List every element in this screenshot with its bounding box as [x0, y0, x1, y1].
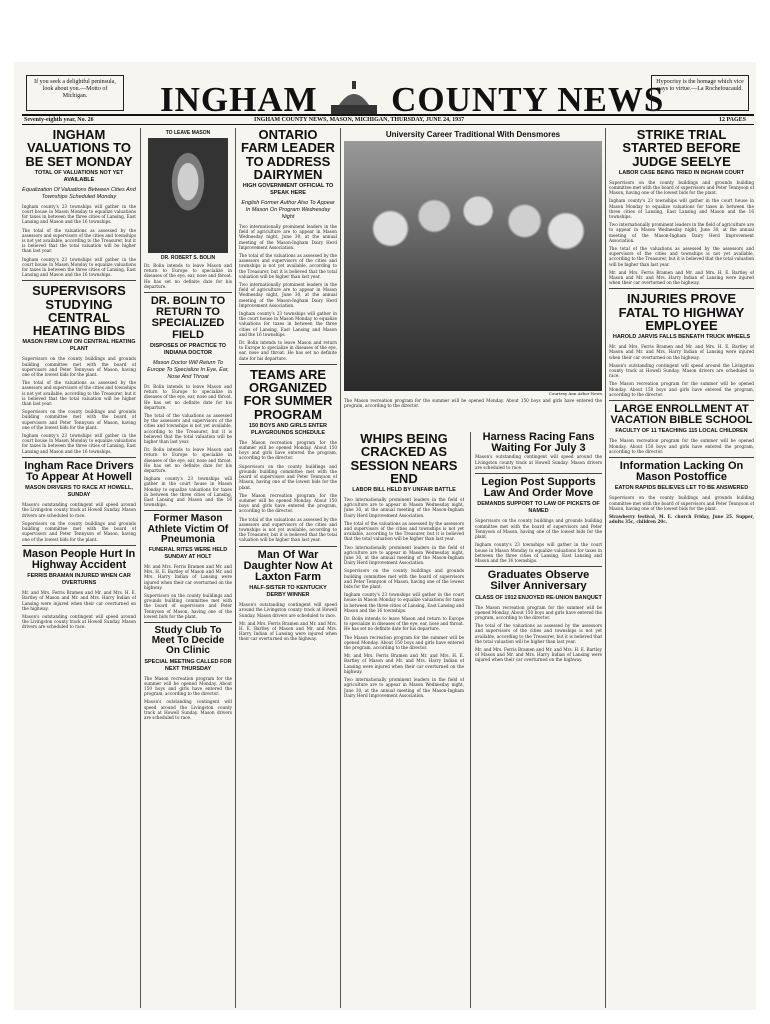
divider	[609, 400, 754, 401]
body-text: Mason's outstanding contingent will speed around the Livingston county track at Howell Sunday. Mason drivers are scheduled to race.	[144, 699, 232, 720]
body-text: The Mason recreation program for the summer will be opened Monday. About 150 boys and girls have entered the program, according to the director.	[144, 675, 232, 697]
body-text: The Mason recreation program for the summer will be opened Monday. About 150 boys and girls have entered the program, according to the director.	[475, 604, 602, 620]
body-text: The Mason recreation program for the summer will be opened Monday. About 150 boys and girls have entered the program, according to the director.	[609, 438, 754, 454]
deck-teams: 150 BOYS AND GIRLS ENTER PLAYGROUNDS SCHEDULE	[248, 422, 328, 436]
body-text: Mason's outstanding contingent will speed around the Livingston county track at Howell Sunday. Mason drivers are scheduled to race.	[22, 502, 136, 518]
group-photo	[344, 141, 602, 391]
body-text: Mr. and Mrs. Ferris Bramen and Mr. and Mrs. H. E. Bartley of Mason and Mr. and Mrs. Harry Indian of Lansing were injured when their car overturned on the highway.	[609, 344, 754, 360]
body-text: Supervisors on the county buildings and grounds building committee met with the board of supervisors and Peter Tennyson of Mason, having one of the lowest bids for the plant.	[22, 409, 136, 430]
body-text: Two internationally prominent leaders in the field of agriculture are to appear in Mason Wednesday night, June 30, at the annual meeting of the Mason-Ingham Dairy Herd Improvement Association.	[239, 224, 337, 250]
divider	[609, 288, 754, 289]
divider	[239, 546, 337, 547]
masthead-word-3: NEWS	[557, 80, 665, 119]
body-text: Mason's outstanding contingent will speed around the Livingston county track at Howell Sunday. Mason drivers are scheduled to race.	[239, 602, 337, 618]
body-text: Mason's outstanding contingent will speed around the Livingston county track at Howell Sunday. Mason drivers are scheduled to race.	[22, 613, 136, 630]
divider	[22, 457, 136, 458]
body-text: The Mason recreation program for the summer will be opened Monday. About 150 boys and girls have entered the program, according to the director.	[239, 492, 337, 514]
body-text: The total of the valuations as assessed by the assessors and supervisors of the cities and townships is not yet available, according to the Treasurer, but it is believed that the total valuation will be higher than last year.	[344, 520, 464, 542]
deck-supervisors: MASON FIRM LOW ON CENTRAL HEATING PLANT	[22, 339, 136, 353]
body-text: Supervisors on the county buildings and grounds building committee met with the board of supervisors and Peter Tennyson of Mason, having one of the lowest bids for the plant.	[344, 568, 464, 590]
body-text: Mason's outstanding contingent will speed around the Livingston county track at Howell Sunday. Mason drivers are scheduled to race.	[609, 362, 754, 379]
body-text: Supervisors on the county buildings and grounds building committee met with the board of supervisors and Peter Tennyson of Mason, having one of the lowest bids for the plant.	[475, 518, 602, 540]
column-rule	[235, 128, 236, 1008]
divider	[475, 566, 602, 567]
ear-left: If you seek a delightful peninsula, look about you.—Motto of Michigan.	[26, 75, 124, 111]
body-text: The total of the valuations as assessed by the assessors and supervisors of the cities and townships is not yet available, according to the Treasurer, but it is believed that the total valuation will be higher than last year.	[239, 253, 337, 279]
column-4	[344, 432, 464, 1008]
headline-accident: Mason People Hurt In Highway Accident	[22, 547, 136, 571]
divider	[144, 510, 232, 511]
column-1	[22, 128, 136, 1008]
deck-farm-leader: HIGH GOVERNMENT OFFICIAL TO SPEAK HERE	[242, 183, 334, 196]
body-text: Dr. Bolin intends to leave Mason and return to Europe to specialize in diseases of the eye, ear, nose and throat. He has set no definite date for his departure.	[144, 263, 232, 289]
body-text: Mr. and Mrs. Ferris Bramen and Mr. and Mrs. H. E. Bartley of Mason and Mr. and Mrs. Harry Indian of Lansing were injured when their car overturned on the highway.	[475, 646, 602, 663]
body-text: The total of the valuations as assessed by the assessors and supervisors of the cities and townships is not yet available, according to the Treasurer, but it is believed that the total valuation will be higher than last year.	[144, 412, 232, 444]
deck-study-club: SPECIAL MEETING CALLED FOR NEXT THURSDAY	[144, 658, 232, 672]
body-text: Ingham county's 23 townships will gather in the court house in Mason Monday to equalize valuations for taxes in between the three cities of Lansing, East Lansing and Mason and the 16 townships.	[344, 592, 464, 613]
deck-legion: DEMANDS SUPPORT TO LAW OF PICKETS OF NAMED	[477, 501, 600, 515]
body-text: Ingham county's 23 townships will gather in the court house in Mason Monday to equalize valuations for taxes in between the three cities of Lansing, East Lansing and Mason and the 16 townships.	[22, 256, 136, 278]
deck-bible-school: FACULTY OF 11 TEACHING 115 LOCAL CHILDREN	[615, 428, 748, 435]
divider	[239, 364, 337, 365]
body-text: Mason's outstanding contingent will speed around the Livingston county track at Howell Sunday. Mason drivers are scheduled to race.	[475, 454, 602, 470]
body-text: Supervisors on the county buildings and grounds building committee met with the board of supervisors and Peter Tennyson of Mason, having one of the lowest bids for the plant.	[609, 179, 754, 196]
body-text: Two internationally prominent leaders in the field of agriculture are to appear in Mason Wednesday night, June 30, at the annual meeting of the Mason-Ingham Dairy Herd Improvement Association.	[344, 677, 464, 698]
body-text: Dr. Bolin intends to leave Mason and return to Europe to specialize in diseases of the eye, ear, nose and throat. He has set no definite date for his departure.	[144, 447, 232, 473]
column-rule	[140, 128, 141, 1008]
body-text: Ingham county's 23 townships will gather in the court house in Mason Monday to equalize valuations for taxes in between the three cities of Lansing, East Lansing and Mason and the 16 townships.	[239, 311, 337, 337]
body-text: Ingham county's 23 townships will gather in the court house in Mason Monday to equalize valuations for taxes in between the three cities of Lansing, East Lansing and Mason and the 16 townships.	[609, 198, 754, 219]
column-rule	[340, 128, 341, 1008]
ear-right: Hypocrisy is the homage which vice pays to virtue.—La Rochefoucauld.	[651, 75, 749, 111]
subdeck-valuations: Equalization Of Valuations Between Cities And Townships Scheduled Monday	[22, 186, 136, 200]
divider	[144, 622, 232, 623]
photo-caption-text: The Mason recreation program for the summer will be opened Monday. About 150 boys and girls have entered the program, according to the director.	[344, 398, 602, 409]
body-text: The Mason recreation program for the summer will be opened Monday. About 150 boys and girls have entered the program, according to the director.	[239, 439, 337, 461]
deck-information: EATON RAPIDS BELIEVES LET TO BE ANSWERED	[614, 485, 749, 492]
photo-credit: Courtesy Ann Arbor News	[548, 391, 602, 396]
body-text: The total of the valuations as assessed by the assessors and supervisors of the cities and townships is not yet available, according to the Treasurer, but it is believed that the total valuation will be higher than last year.	[609, 245, 754, 267]
body-text: Two internationally prominent leaders in the field of agriculture are to appear in Mason Wednesday night, June 30, at the annual meeting of the Mason-Ingham Dairy Herd Improvement Association.	[344, 497, 464, 518]
headline-bolin: DR. BOLIN TO RETURN TO SPECIALIZED FIELD	[150, 295, 226, 341]
body-text: Ingham county's 23 townships will gather in the court house in Mason Monday to equalize valuations for taxes in between the three cities of Lansing, East Lansing and Mason and the 16 townships.	[22, 433, 136, 454]
body-text: Mr. and Mrs. Ferris Bramen and Mr. and Mrs. H. E. Bartley of Mason and Mr. and Mrs. Harry Indian of Lansing were injured when their car overturned on the highway.	[22, 590, 136, 611]
photo-caption-bolin: DR. ROBERT S. BOLIN	[160, 255, 216, 261]
body-text: Supervisors on the county buildings and grounds building committee met with the board of supervisors and Peter Tennyson of Mason, having one of the lowest bids for the plant.	[144, 592, 232, 619]
deck-race-drivers: MASON DRIVERS TO RACE AT HOWELL, SUNDAY	[25, 485, 133, 499]
masthead-word-2: COUNTY	[391, 80, 548, 119]
divider	[475, 473, 602, 474]
body-text: Two internationally prominent leaders in the field of agriculture are to appear in Mason Wednesday night, June 30, at the annual meeting of the Mason-Ingham Dairy Herd Improvement Association.	[239, 282, 337, 308]
photo-block	[344, 128, 602, 418]
capitol-dome-icon	[327, 81, 381, 115]
headline-study-club: Study Club To Meet To Decide On Clinic	[151, 624, 225, 657]
headline-strike: STRIKE TRIAL STARTED BEFORE JUDGE SEELYE	[622, 128, 741, 169]
body-text: Supervisors on the county buildings and grounds building committee met with the board of supervisors and Peter Tennyson of Mason, having one of the lowest bids for the plant.	[22, 520, 136, 542]
masthead-word-1: INGHAM	[160, 80, 318, 119]
divider	[22, 545, 136, 546]
body-text: Supervisors on the county buildings and grounds building committee met with the board of supervisors and Peter Tennyson of Mason, having one of the lowest bids for the plant.	[609, 495, 754, 511]
dateline: INGHAM COUNTY NEWS, MASON, MICHIGAN, THURSDAY, JUNE 24, 1937	[254, 117, 465, 123]
body-text: The total of the valuations as assessed by the assessors and supervisors of the cities and townships is not yet available, according to the Treasurer, but it is believed that the total valuation will be higher than last year.	[22, 380, 136, 407]
headline-injuries: INJURIES PROVE FATAL TO HIGHWAY EMPLOYEE	[618, 291, 745, 333]
deck-graduates: CLASS OF 1912 ENJOYED RE-UNION BANQUET	[475, 594, 602, 601]
deck-bolin: DISPOSES OF PRACTICE TO INDIANA DOCTOR	[150, 342, 226, 356]
body-text: Mr. and Mrs. Ferris Bramen and Mr. and Mrs. H. E. Bartley of Mason and Mr. and Mrs. Harry Indian of Lansing were injured when their car overturned on the highway.	[144, 563, 232, 590]
body-text: Supervisors on the county buildings and grounds building committee met with the board of supervisors and Peter Tennyson of Mason, having one of the lowest bids for the plant.	[22, 356, 136, 377]
body-text: The Mason recreation program for the summer will be opened Monday. About 150 boys and girls have entered the program, according to the director.	[344, 634, 464, 651]
headline-information: Information Lacking On Mason Postoffice	[619, 460, 744, 484]
dateline-strip	[22, 114, 754, 125]
column-rule	[605, 128, 606, 1008]
body-text: Mr. and Mrs. Ferris Bramen and Mr. and Mrs. H. E. Bartley of Mason and Mr. and Mrs. Harry Indian of Lansing were injured when their car overturned on the highway.	[609, 269, 754, 286]
column-2	[144, 128, 232, 1008]
body-text: Dr. Bolin intends to leave Mason and return to Europe to specialize in diseases of the eye, ear, nose and throat. He has set no definite date for his departure.	[144, 383, 232, 410]
headline-farm-leader: ONTARIO FARM LEADER TO ADDRESS DAIRYMEN	[241, 128, 335, 182]
headline-legion: Legion Post Supports Law And Order Move	[481, 476, 596, 500]
body-text: Mr. and Mrs. Ferris Bramen and Mr. and Mrs. H. E. Bartley of Mason and Mr. and Mrs. Harry Indian of Lansing were injured when their car overturned on the highway.	[344, 653, 464, 674]
body-text: The total of the valuations as assessed by the assessors and supervisors of the cities and townships is not yet available, according to the Treasurer, but it is believed that the total valuation will be higher than last year.	[239, 516, 337, 543]
portrait-photo	[148, 138, 228, 253]
divider	[609, 457, 754, 458]
headline-bible-school: LARGE ENROLLMENT AT VACATION BIBLE SCHOOL	[610, 402, 753, 427]
headline-valuations: INGHAM VALUATIONS TO BE SET MONDAY	[25, 128, 133, 169]
subdeck-farm-leader: English Former Author Also To Appear In Mason On Program Wednesday Night	[241, 200, 335, 220]
deck-mans-daughter: HALF-SISTER TO KENTUCKY DERBY WINNER	[249, 585, 327, 599]
body-text: Two internationally prominent leaders in the field of agriculture are to appear in Mason Wednesday night, June 30, at the annual meeting of the Mason-Ingham Dairy Herd Improvement Association.	[344, 544, 464, 566]
photo-label-to-leave: TO LEAVE MASON	[165, 130, 211, 136]
page-count: 12 PAGES	[718, 117, 746, 123]
body-text: Two internationally prominent leaders in the field of agriculture are to appear in Mason Wednesday night, June 30, at the annual meeting of the Mason-Ingham Dairy Herd Improvement Association.	[609, 222, 754, 243]
body-text: Supervisors on the county buildings and grounds building committee met with the board of supervisors and Peter Tennyson of Mason, having one of the lowest bids for the plant.	[239, 463, 337, 490]
headline-whips: WHIPS BEING CRACKED AS SESSION NEARS END	[350, 432, 458, 486]
deck-whips: LABOR BILL HELD BY UNFAIR BATTLE	[352, 487, 456, 493]
headline-mans-daughter: Man Of War Daughter Now At Laxton Farm	[243, 548, 333, 583]
deck-former-mason: FUNERAL RITES WERE HELD SUNDAY AT HOLT	[148, 546, 228, 560]
deck-valuations: TOTAL OF VALUATIONS NOT YET AVAILABLE	[34, 169, 124, 183]
body-text: The total of the valuations as assessed by the assessors and supervisors of the cities and townships is not yet available, according to the Treasurer, but it is believed that the total valuation will be higher than last year.	[475, 623, 602, 644]
body-text: The Mason recreation program for the summer will be opened Monday. About 150 boys and girls have entered the program, according to the director.	[609, 381, 754, 397]
volume-number: Seventy-eighth year, No. 26	[24, 117, 94, 123]
column-6	[609, 128, 754, 1008]
body-text: Ingham county's 23 townships will gather in the court house in Mason Monday to equalize valuations for taxes in between the three cities of Lansing, East Lansing and Mason and the 16 townships.	[22, 203, 136, 225]
body-text: Ingham county's 23 townships will gather in the court house in Mason Monday to equalize valuations for taxes in between the three cities of Lansing, East Lansing and Mason and the 16 townships.	[144, 476, 232, 508]
deck-injuries: HAROLD JARVIS FALLS BENEATH TRUCK WHEELS	[612, 334, 751, 341]
photo-headline-graduation: University Career Traditional With Densmores	[385, 130, 561, 139]
strawberry-note: Strawberry festival, M. E. church Friday, June 25. Supper, adults 35c, children 20c.	[609, 514, 754, 525]
body-text: Dr. Bolin intends to leave Mason and return to Europe to specialize in diseases of the eye, ear, nose and throat. He has set no definite date for his departure.	[344, 616, 464, 632]
body-text: Ingham county's 23 townships will gather in the court house in Mason Monday to equalize valuations for taxes in between the three cities of Lansing, East Lansing and Mason and the 16 townships.	[475, 542, 602, 563]
column-3	[239, 128, 337, 1008]
divider	[144, 292, 232, 293]
headline-race-drivers: Ingham Race Drivers To Appear At Howell	[24, 459, 134, 484]
headline-teams: TEAMS ARE ORGANIZED FOR SUMMER PROGRAM	[243, 366, 333, 422]
body-text: Mr. and Mrs. Ferris Bramen and Mr. and Mrs. H. E. Bartley of Mason and Mr. and Mrs. Harry Indian of Lansing were injured when their car overturned on the highway.	[239, 620, 337, 642]
deck-accident: FERRIS BRAMAN INJURED WHEN CAR OVERTURNS	[27, 573, 131, 587]
body-text: Dr. Bolin intends to leave Mason and return to Europe to specialize in diseases of the eye, ear, nose and throat. He has set no definite date for his departure.	[239, 340, 337, 361]
subdeck-bolin: Mason Doctor Will Return To Europe To Specialize In Eye, Ear, Nose And Throat	[147, 359, 229, 380]
headline-supervisors: SUPERVISORS STUDYING CENTRAL HEATING BIDS	[32, 283, 126, 339]
divider	[22, 280, 136, 281]
column-5	[475, 432, 602, 1008]
column-rule	[470, 432, 471, 1008]
body-text: The total of the valuations as assessed by the assessors and supervisors of the cities and townships is not yet available, according to the Treasurer, but it is believed that the total valuation will be higher than last year.	[22, 227, 136, 254]
deck-strike: LABOR CASE BEING TRIED IN INGHAM COURT	[618, 169, 745, 176]
headline-graduates: Graduates Observe Silver Anniversary	[487, 569, 590, 593]
headline-harness: Harness Racing Fans Waiting For July 3	[482, 432, 595, 455]
headline-former-mason: Former Mason Athlete Victim Of Pneumonia	[147, 513, 229, 545]
